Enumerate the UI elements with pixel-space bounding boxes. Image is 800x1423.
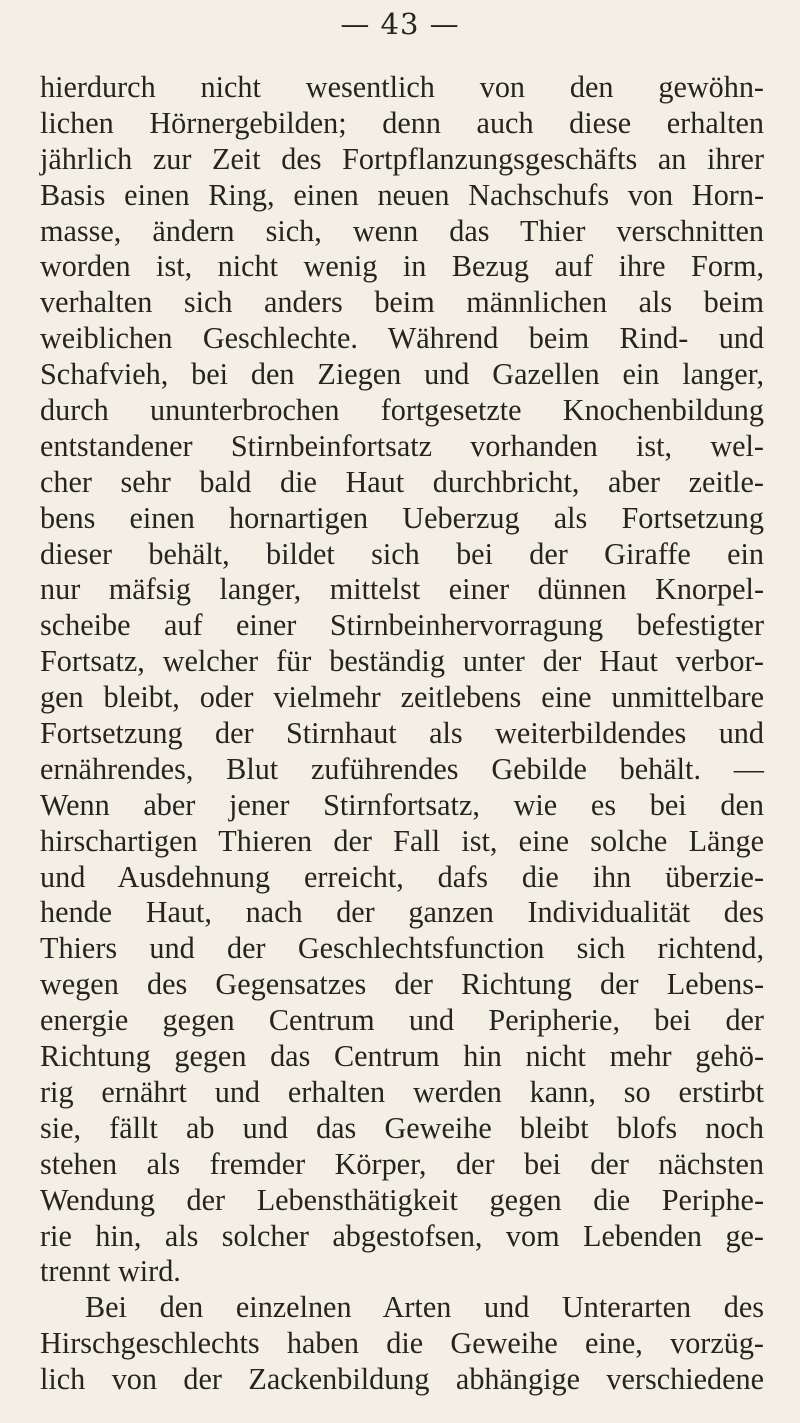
text-line: Fortsetzung der Stirnhaut als weiterbildendes und [40,716,764,751]
text-line: stehen als fremder Körper, der bei der nächsten [40,1146,764,1181]
text-line: entstandener Stirnbeinfortsatz vorhanden ist, wel- [40,428,764,463]
text-line: Hirschgeschlechts haben die Geweihe eine, vorzüg- [40,1326,764,1361]
text-line: weiblichen Geschlechte. Während beim Rind- und [40,321,764,356]
page-number-header: — 43 — [340,7,460,41]
text-line: Fortsatz, welcher für beständig unter der Haut verbor- [40,644,764,679]
text-line: hierdurch nicht wesentlich von den gewöhn- [40,70,764,104]
text-line: sie, fällt ab und das Geweihe bleibt blofs noch [40,1110,764,1145]
text-line: gen bleibt, oder vielmehr zeitlebens eine unmittelbare [40,680,764,715]
text-line: rie hin, als solcher abgestofsen, vom Lebenden ge- [40,1218,764,1253]
text-line: masse, ändern sich, wenn das Thier verschnitten [40,213,764,248]
text-line: jährlich zur Zeit des Fortpflanzungsgeschäfts an ihrer [40,141,764,176]
text-line: Bei den einzelnen Arten und Unterarten des [85,1290,764,1325]
text-line: hirschartigen Thieren der Fall ist, eine solche Länge [40,823,764,858]
text-line: ernährendes, Blut zuführendes Gebilde behält. — [40,751,764,786]
text-line: Wenn aber jener Stirnfortsatz, wie es bei den [40,787,764,822]
text-line: scheibe auf einer Stirnbeinhervorragung befestigter [40,608,764,643]
text-line: durch ununterbrochen fortgesetzte Knochenbildung [40,393,764,428]
text-line: Thiers und der Geschlechtsfunction sich richtend, [40,931,764,966]
text-line: Schafvieh, bei den Ziegen und Gazellen ein langer, [40,357,764,392]
text-line: Basis einen Ring, einen neuen Nachschufs von Horn- [40,177,764,212]
page-body-text [40,70,764,1398]
text-line: rig ernährt und erhalten werden kann, so erstirbt [40,1074,764,1109]
text-line: hende Haut, nach der ganzen Individualität des [40,895,764,930]
text-line: lichen Hörnergebilden; denn auch diese erhalten [40,105,764,140]
text-line: dieser behält, bildet sich bei der Giraffe ein [40,536,764,571]
text-line: trennt wird. [40,1254,181,1289]
text-line: wegen des Gegensatzes der Richtung der Lebens- [40,967,764,1002]
text-line: und Ausdehnung erreicht, dafs die ihn überzie- [40,859,764,894]
text-line: bens einen hornartigen Ueberzug als Fortsetzung [40,500,764,535]
text-line: worden ist, nicht wenig in Bezug auf ihre Form, [40,249,764,284]
text-line: verhalten sich anders beim männlichen als beim [40,285,764,320]
text-line: nur mäfsig langer, mittelst einer dünnen Knorpel- [40,572,764,607]
text-line: cher sehr bald die Haut durchbricht, aber zeitle- [40,464,764,499]
text-line: lich von der Zackenbildung abhängige verschiedene [40,1362,764,1397]
text-line: Richtung gegen das Centrum hin nicht mehr gehö- [40,1039,764,1074]
text-line: Wendung der Lebensthätigkeit gegen die Periphe- [40,1182,764,1217]
text-line: energie gegen Centrum und Peripherie, bei der [40,1003,764,1038]
